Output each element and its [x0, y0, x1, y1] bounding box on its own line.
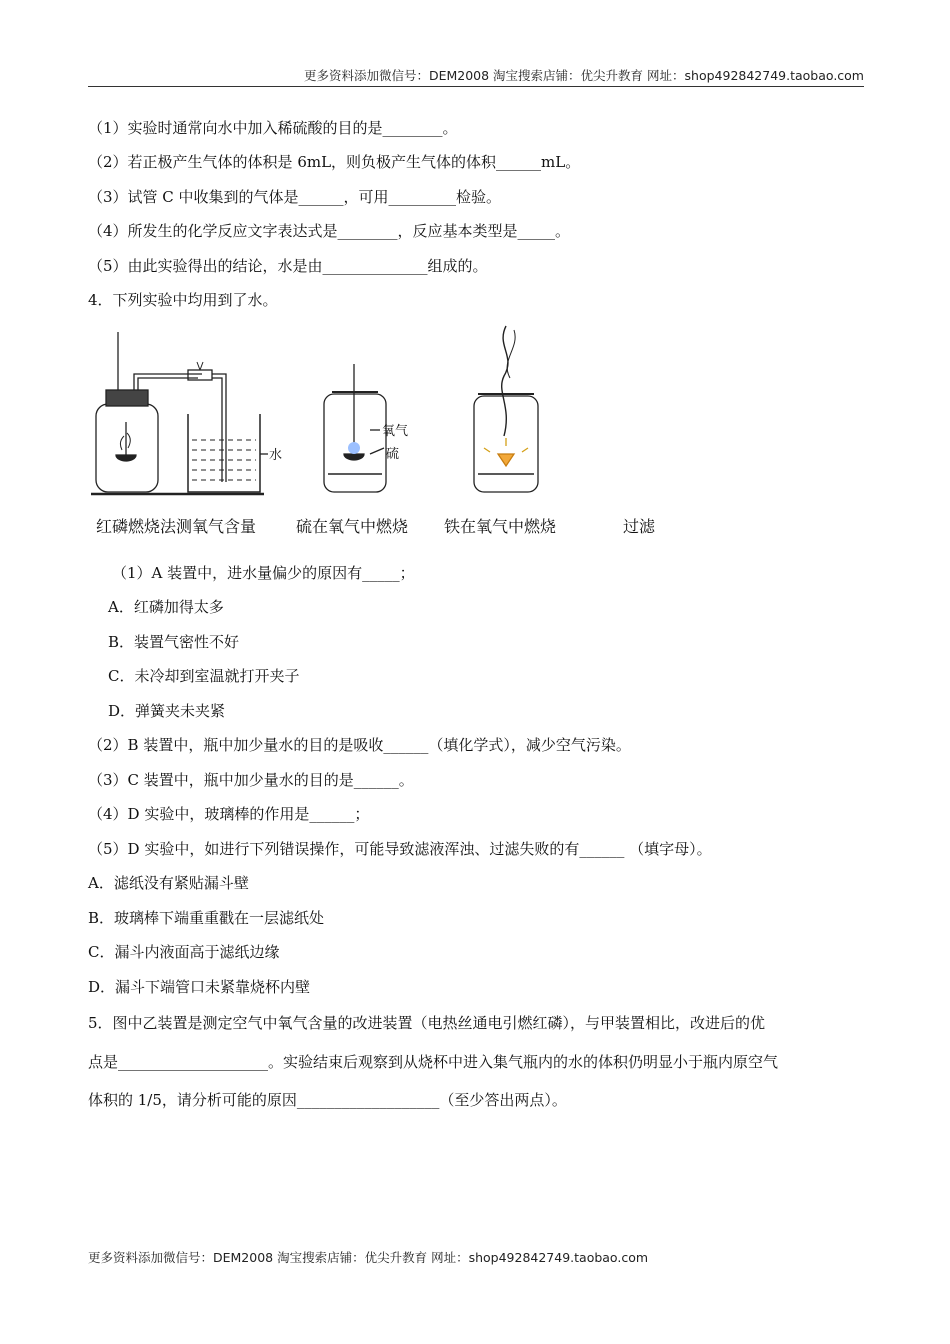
q4-sub4: （4）D 实验中，玻璃棒的作用是______； — [88, 805, 370, 823]
q3-item-3: （3）试管 C 中收集到的气体是______，可用_________检验。 — [88, 188, 502, 206]
caption-d: 过滤 — [623, 517, 656, 536]
q4-sub1-option-b: B．装置气密性不好 — [108, 633, 240, 651]
apparatus-labels — [88, 322, 608, 512]
q3-item-2: （2）若正极产生气体的体积是 6mL，则负极产生气体的体积______mL。 — [88, 153, 581, 171]
q3-item-5: （5）由此实验得出的结论，水是由______________组成的。 — [88, 257, 488, 275]
q4-sub5-option-b: B．玻璃棒下端重重戳在一层滤纸处 — [88, 909, 325, 927]
q4-sub5: （5）D 实验中，如进行下列错误操作，可能导致滤液浑浊、过滤失败的有______ （填字母）。 — [88, 840, 712, 858]
q3-item-4: （4）所发生的化学反应文字表达式是________，反应基本类型是_____。 — [88, 222, 571, 240]
q4-sub5-option-c: C．漏斗内液面高于滤纸边缘 — [88, 943, 280, 961]
q4-sub5-option-a: A．滤纸没有紧贴漏斗壁 — [88, 874, 249, 892]
label-sulfur: 硫 — [386, 447, 400, 462]
q4-sub1-option-c: C．未冷却到室温就打开夹子 — [108, 667, 300, 685]
page-footer: 更多资料添加微信号：DEM2008 淘宝搜索店铺：优尖升教育 网址：shop492842749.taobao.com — [88, 1250, 649, 1265]
experiment-figure — [88, 322, 656, 542]
label-water: 水 — [269, 448, 283, 463]
q5-line-1: 5．图中乙装置是测定空气中氧气含量的改进装置（电热丝通电引燃红磷），与甲装置相比，改进后的优 — [88, 1014, 766, 1032]
label-oxygen: 氧气 — [382, 424, 409, 439]
caption-a: 红磷燃烧法测氧气含量 — [96, 517, 257, 536]
q4-sub5-option-d: D．漏斗下端管口未紧靠烧杯内壁 — [88, 978, 311, 996]
q5-line-2: 点是____________________。实验结束后观察到从烧杯中进入集气瓶内的水的体积仍明显小于瓶内原空气 — [88, 1053, 779, 1071]
q5-line-3: 体积的 1/5，请分析可能的原因___________________（至少答出两点）。 — [88, 1091, 567, 1109]
q4-sub3: （3）C 装置中，瓶中加少量水的目的是______。 — [88, 771, 414, 789]
q4-sub1: （1）A 装置中，进水量偏少的原因有_____； — [112, 564, 415, 582]
caption-c: 铁在氧气中燃烧 — [444, 517, 557, 536]
page-header: 更多资料添加微信号：DEM2008 淘宝搜索店铺：优尖升教育 网址：shop492842749.taobao.com — [88, 66, 864, 87]
caption-b: 硫在氧气中燃烧 — [296, 517, 409, 536]
q4-sub2: （2）B 装置中，瓶中加少量水的目的是吸收______（填化学式），减少空气污染。 — [88, 736, 631, 754]
q4-title: 4．下列实验中均用到了水。 — [88, 291, 278, 309]
q4-sub1-option-d: D．弹簧夹未夹紧 — [108, 702, 226, 720]
q3-item-1: （1）实验时通常向水中加入稀硫酸的目的是________。 — [88, 119, 458, 137]
q4-sub1-option-a: A．红磷加得太多 — [108, 598, 224, 616]
